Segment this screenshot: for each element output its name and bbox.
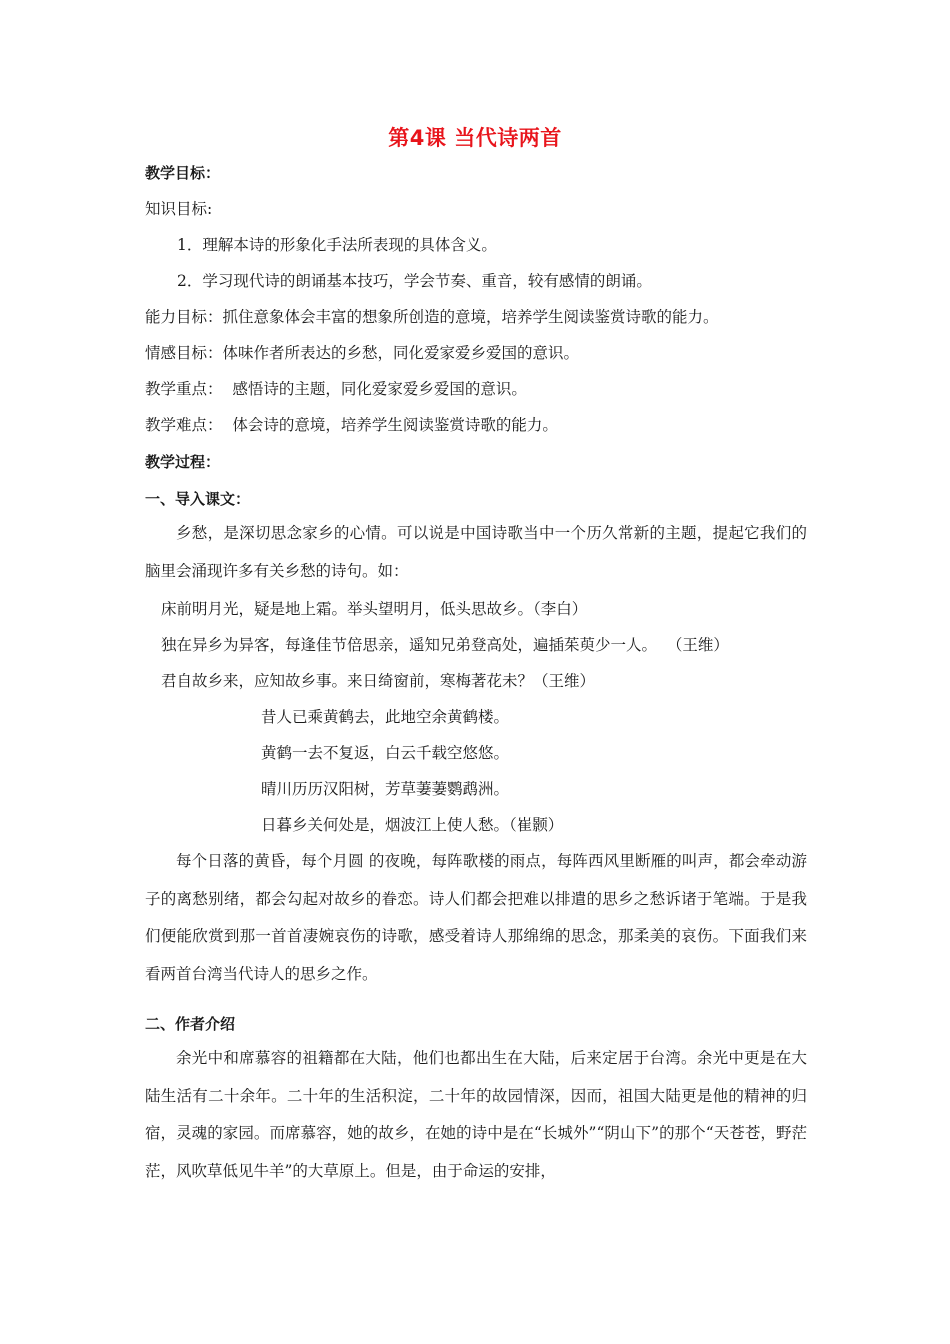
author-paragraph: 余光中和席慕容的祖籍都在大陆，他们也都出生在大陆，后来定居于台湾。余光中更是在大陆生活有二十余年。二十年的生活积淀，二十年的故园情深，因而，祖国大陆更是他的精神的归宿，灵魂的家园。而席慕容，她的故乡，在她的诗中是在“长城外”“阴山下”的那个“天苍苍，野茫茫，风吹草低见牛羊”的大草原上。但是，由于命运的安排， (145, 1049, 807, 1180)
section1-heading: 一、导入课文： (145, 490, 251, 508)
knowledge-item-1: 1．理解本诗的形象化手法所表现的具体含义。 (177, 236, 497, 254)
objectives-heading: 教学目标： (145, 164, 221, 182)
cui-hao-line-1: 昔人已乘黄鹤去，此地空余黄鹤楼。 (261, 708, 510, 726)
cui-hao-line-2: 黄鹤一去不复返，白云千载空悠悠。 (261, 744, 510, 762)
process-heading: 教学过程： (145, 453, 221, 471)
cui-hao-line-4: 日暮乡关何处是，烟波江上使人愁。（崔颢） (261, 816, 564, 834)
knowledge-item-2: 2．学习现代诗的朗诵基本技巧，学会节奏、重音，较有感情的朗诵。 (177, 272, 652, 290)
ability-objective: 能力目标：抓住意象体会丰富的想象所创造的意境，培养学生阅读鉴赏诗歌的能力。 (145, 308, 719, 326)
section2-heading: 二、作者介绍 (145, 1015, 236, 1033)
emotion-objective: 情感目标：体味作者所表达的乡愁，同化爱家爱乡爱国的意识。 (145, 344, 580, 362)
conclusion-paragraph: 每个日落的黄昏，每个月圆 的夜晚，每阵歌楼的雨点，每阵西风里断雁的叫声，都会牵动游子的离愁别绪，都会勾起对故乡的眷恋。诗人们都会把难以排遣的思乡之愁诉诸于笔端。于是我们便能欣赏到那一首首凄婉哀伤的诗歌，感受着诗人那绵绵的思念，那柔美的哀伤。下面我们来看两首台湾当代诗人的思乡之作。 (145, 852, 807, 983)
poem-line-li-bai: 床前明月光，疑是地上霜。举头望明月，低头思故乡。（李白） (161, 600, 588, 618)
key-point: 教学重点： 感悟诗的主题，同化爱家爱乡爱国的意识。 (145, 380, 527, 398)
cui-hao-line-3: 晴川历历汉阳树，芳草萋萋鹦鹉洲。 (261, 780, 510, 798)
poem-line-wang-wei-1: 独在异乡为异客，每逢佳节倍思亲，遥知兄弟登高处，遍插茱萸少一人。 （王维） (161, 636, 729, 654)
intro-paragraph: 乡愁，是深切思念家乡的心情。可以说是中国诗歌当中一个历久常新的主题，提起它我们的脑里会涌现许多有关乡愁的诗句。如： (145, 524, 807, 580)
knowledge-label: 知识目标: (145, 200, 213, 218)
difficulty: 教学难点： 体会诗的意境，培养学生阅读鉴赏诗歌的能力。 (145, 416, 558, 434)
poem-line-wang-wei-2: 君自故乡来，应知故乡事。来日绮窗前，寒梅著花未？（王维） (161, 672, 596, 690)
lesson-title: 第4课 当代诗两首 (388, 126, 562, 150)
